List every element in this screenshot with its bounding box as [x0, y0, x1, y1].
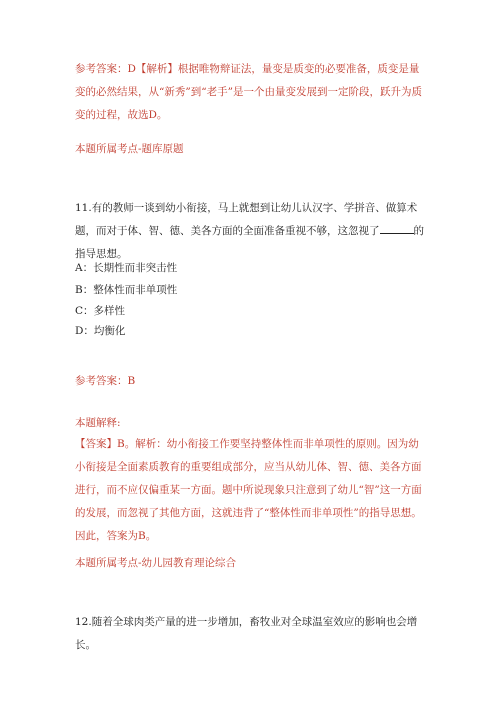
question-11-stem	[75, 197, 427, 266]
answer-q11: 参考答案：B	[75, 375, 136, 387]
option-a: A：长期性而非突击性	[75, 262, 178, 274]
option-d: D：均衡化	[75, 325, 126, 337]
option-c: C：多样性	[75, 305, 126, 317]
question-12-stem: 12.随着全球肉类产量的进一步增加，畜牧业对全球温室效应的影响也会增长。	[75, 616, 418, 651]
question-11-stem-end: 的指导思想。	[75, 225, 424, 260]
option-b: B：整体性而非单项性	[75, 284, 178, 296]
answer-blank	[380, 223, 414, 234]
answer-explanation-q10: 参考答案：D【解析】根据唯物辩证法，量变是质变的必要准备，质变是量变的必然结果，从“新秀”到“老手”是一个由量变发展到一定阶段，跃升为质变的过程，故选D。	[75, 63, 422, 121]
explanation-q11: 【答案】B。解析：幼小衔接工作要坚持整体性而非单项性的原则。因为幼小衔接是全面素质教育的重要组成部分，应当从幼儿体、智、德、美各方面进行，而不应仅偏重某一方面。题中所说现象只注意到了幼儿“智”这一方面的发展，而忽视了其他方面，这就违背了“整体性而非单项性”的指导思想。因此，答案为B。	[75, 438, 422, 542]
topic-label-q10: 本题所属考点-题库原题	[75, 143, 184, 155]
explanation-title: 本题解释:	[75, 417, 121, 429]
topic-label-q11: 本题所属考点-幼儿园教育理论综合	[75, 557, 237, 569]
question-11-stem-text: 11.有的教师一谈到幼小衔接，马上就想到让幼儿认汉字、学拼音、做算术题，而对于体、智、德、美各方面的全面准备重视不够，这忽视了	[75, 202, 418, 237]
